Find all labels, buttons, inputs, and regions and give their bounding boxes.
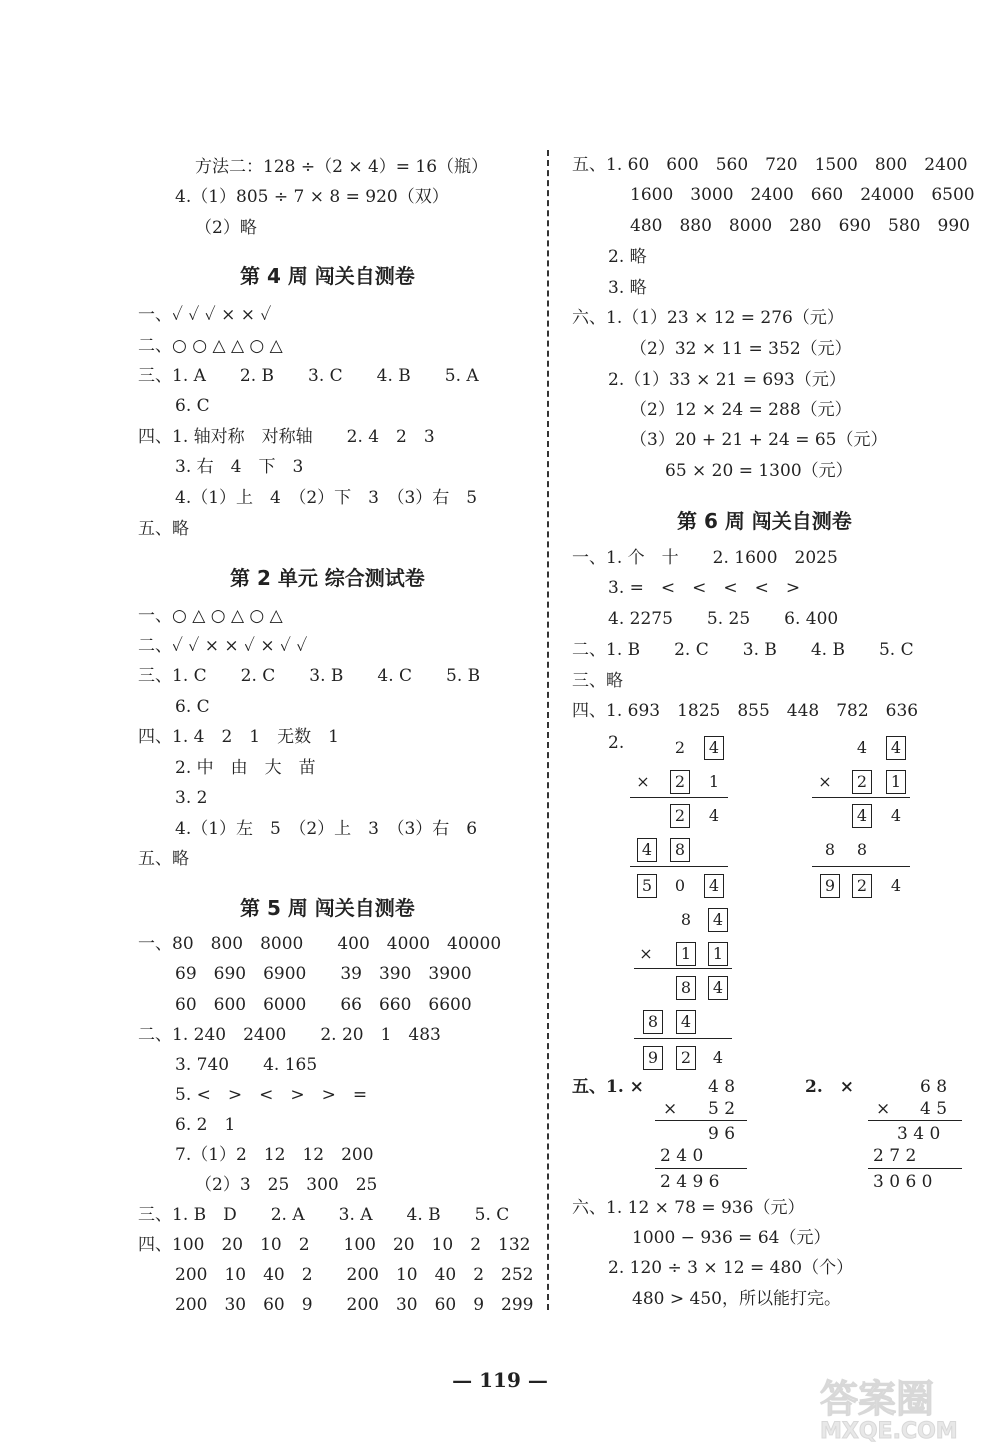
text-line: 2. 中 由 大 苗 (175, 758, 316, 778)
text-line: 四、1. 轴对称 对称轴 2. 4 2 3 (138, 427, 435, 447)
times-sign: × (636, 772, 650, 791)
times-sign: × (876, 1099, 891, 1119)
rule-line (655, 1120, 747, 1121)
digit-box: 2 (670, 770, 690, 794)
text-line: 200 30 60 9 200 30 60 9 299 (175, 1295, 534, 1315)
text-line: 一、○ △ ○ △ ○ △ (138, 606, 283, 626)
text-line: 6. C (175, 697, 210, 717)
section-heading-week6: 第 6 周 闯关自测卷 (677, 509, 852, 533)
page-number: — 119 — (452, 1368, 548, 1392)
column-divider (547, 150, 549, 1310)
text-line: 3. = < < < < > (608, 578, 801, 598)
text-line: 三、略 (572, 671, 623, 691)
rule-line (812, 797, 910, 798)
multiplier: 5 2 (708, 1099, 736, 1119)
digit: 4 (890, 806, 902, 825)
digit: 4 (708, 806, 720, 825)
digit: 4 (890, 876, 902, 895)
product: 3 0 6 0 (873, 1172, 933, 1192)
digit: 8 (856, 840, 868, 859)
partial-product: 2 7 2 (873, 1146, 917, 1166)
section-heading-week4: 第 4 周 闯关自测卷 (240, 264, 415, 288)
text-line: 一、✓ ✓ ✓ × × ✓ (138, 305, 272, 325)
text-line: 三、1. C 2. C 3. B 4. C 5. B (138, 666, 481, 686)
text-line: 2. 120 ÷ 3 × 12 = 480（个） (608, 1258, 854, 1278)
section-heading-week5: 第 5 周 闯关自测卷 (240, 896, 415, 920)
times-sign: × (663, 1099, 678, 1119)
rule-line (630, 797, 728, 798)
text-line: 2. 略 (608, 247, 647, 267)
text-line: 4.（1）左 5 （2）上 3 （3）右 6 (175, 819, 478, 839)
digit-box: 4 (708, 908, 728, 932)
digit-box: 4 (676, 1010, 696, 1034)
rule-line (655, 1168, 747, 1169)
text-line: 2. (608, 733, 625, 753)
rule-line (868, 1168, 962, 1169)
product: 2 4 9 6 (660, 1172, 720, 1192)
text-line: （3）20 + 21 + 24 = 65（元） (630, 430, 888, 450)
text-line: 480 > 450，所以能打完。 (632, 1289, 841, 1309)
text-line: 480 880 8000 280 690 580 990 (630, 216, 970, 236)
text-line: 二、○ ○ △ △ ○ △ (138, 336, 283, 356)
text-line: 4. 2275 5. 25 6. 400 (608, 609, 839, 629)
text-line: 200 10 40 2 200 10 40 2 252 (175, 1265, 534, 1285)
rule-line (868, 1120, 962, 1121)
digit: 8 (824, 840, 836, 859)
rule-line (634, 1038, 732, 1039)
digit-box: 2 (676, 1046, 696, 1070)
digit-box: 4 (704, 736, 724, 760)
watermark-url: MXQE.COM (820, 1419, 958, 1444)
digit: 8 (680, 910, 692, 929)
text-line: 二、✓ ✓ × × ✓ × ✓ ✓ (138, 636, 308, 656)
text-line: 6. 2 1 (175, 1115, 236, 1135)
text-line: 7.（1）2 12 12 200 (175, 1145, 374, 1165)
times-sign: × (639, 944, 653, 963)
text-line: 2.（1）33 × 21 = 693（元） (608, 370, 846, 390)
digit-box: 5 (637, 874, 657, 898)
text-line: 三、1. B D 2. A 3. A 4. B 5. C (138, 1205, 510, 1225)
text-line: 方法二：128 ÷（2 × 4）= 16（瓶） (195, 157, 489, 177)
digit-box: 8 (670, 838, 690, 862)
text-line: 六、1.（1）23 × 12 = 276（元） (572, 308, 844, 328)
text-line: 二、1. B 2. C 3. B 4. B 5. C (572, 640, 914, 660)
text-line: 6. C (175, 396, 210, 416)
digit: 4 (856, 738, 868, 757)
text-line: 五、1. 60 600 560 720 1500 800 2400 (572, 155, 968, 175)
digit-box: 2 (670, 804, 690, 828)
text-line: 2. × (805, 1077, 854, 1097)
multiplicand: 4 8 (708, 1077, 736, 1097)
watermark-chars: 答案圈 (820, 1377, 935, 1421)
text-line: 3. 740 4. 165 (175, 1055, 318, 1075)
multiplicand: 6 8 (920, 1077, 948, 1097)
digit: 1 (708, 772, 720, 791)
digit-box: 1 (708, 942, 728, 966)
partial-product: 2 4 0 (660, 1146, 704, 1166)
partial-product: 3 4 0 (897, 1124, 941, 1144)
digit-box: 4 (886, 736, 906, 760)
digit-box: 9 (643, 1046, 663, 1070)
digit-box: 4 (704, 874, 724, 898)
rule-line (812, 866, 910, 867)
digit-box: 8 (676, 976, 696, 1000)
text-line: 三、1. A 2. B 3. C 4. B 5. A (138, 366, 479, 386)
text-line: 一、1. 个 十 2. 1600 2025 (572, 548, 838, 568)
digit: 0 (674, 876, 686, 895)
text-line: 五、略 (138, 849, 189, 869)
text-line: 四、100 20 10 2 100 20 10 2 132 (138, 1235, 531, 1255)
text-line: 四、1. 693 1825 855 448 782 636 (572, 701, 919, 721)
text-line: 五、略 (138, 519, 189, 539)
partial-product: 9 6 (708, 1124, 736, 1144)
text-line: 3. 2 (175, 788, 208, 808)
multiplier: 4 5 (920, 1099, 948, 1119)
digit-box: 4 (637, 838, 657, 862)
digit: 4 (712, 1048, 724, 1067)
digit: 2 (674, 738, 686, 757)
text-line: 1600 3000 2400 660 24000 6500 (630, 185, 975, 205)
text-line: 4.（1）805 ÷ 7 × 8 = 920（双） (175, 187, 449, 207)
digit-box: 1 (676, 942, 696, 966)
text-line: 3. 右 4 下 3 (175, 457, 304, 477)
text-line: 五、1. × (572, 1077, 644, 1097)
rule-line (634, 968, 732, 969)
digit-box: 9 (820, 874, 840, 898)
digit-box: 1 (886, 770, 906, 794)
text-line: 60 600 6000 66 660 6600 (175, 995, 472, 1015)
text-line: （2）略 (195, 218, 257, 238)
text-line: （2）3 25 300 25 (195, 1175, 378, 1195)
section-heading-unit2: 第 2 单元 综合测试卷 (230, 566, 425, 590)
text-line: 3. 略 (608, 278, 647, 298)
digit-box: 8 (643, 1010, 663, 1034)
digit-box: 4 (852, 804, 872, 828)
text-line: 5. < > < > > = (175, 1085, 368, 1105)
digit-box: 2 (852, 770, 872, 794)
text-line: 4.（1）上 4 （2）下 3 （3）右 5 (175, 488, 478, 508)
text-line: 六、1. 12 × 78 = 936（元） (572, 1198, 805, 1218)
text-line: 四、1. 4 2 1 无数 1 (138, 727, 339, 747)
text-line: （2）12 × 24 = 288（元） (630, 400, 852, 420)
text-line: 1000 − 936 = 64（元） (632, 1228, 831, 1248)
text-line: 65 × 20 = 1300（元） (665, 461, 853, 481)
watermark-logo (810, 1364, 990, 1444)
rule-line (630, 866, 728, 867)
text-line: （2）32 × 11 = 352（元） (630, 339, 852, 359)
text-line: 一、80 800 8000 400 4000 40000 (138, 934, 502, 954)
times-sign: × (818, 772, 832, 791)
text-line: 69 690 6900 39 390 3900 (175, 964, 472, 984)
digit-box: 4 (708, 976, 728, 1000)
text-line: 二、1. 240 2400 2. 20 1 483 (138, 1025, 441, 1045)
digit-box: 2 (852, 874, 872, 898)
